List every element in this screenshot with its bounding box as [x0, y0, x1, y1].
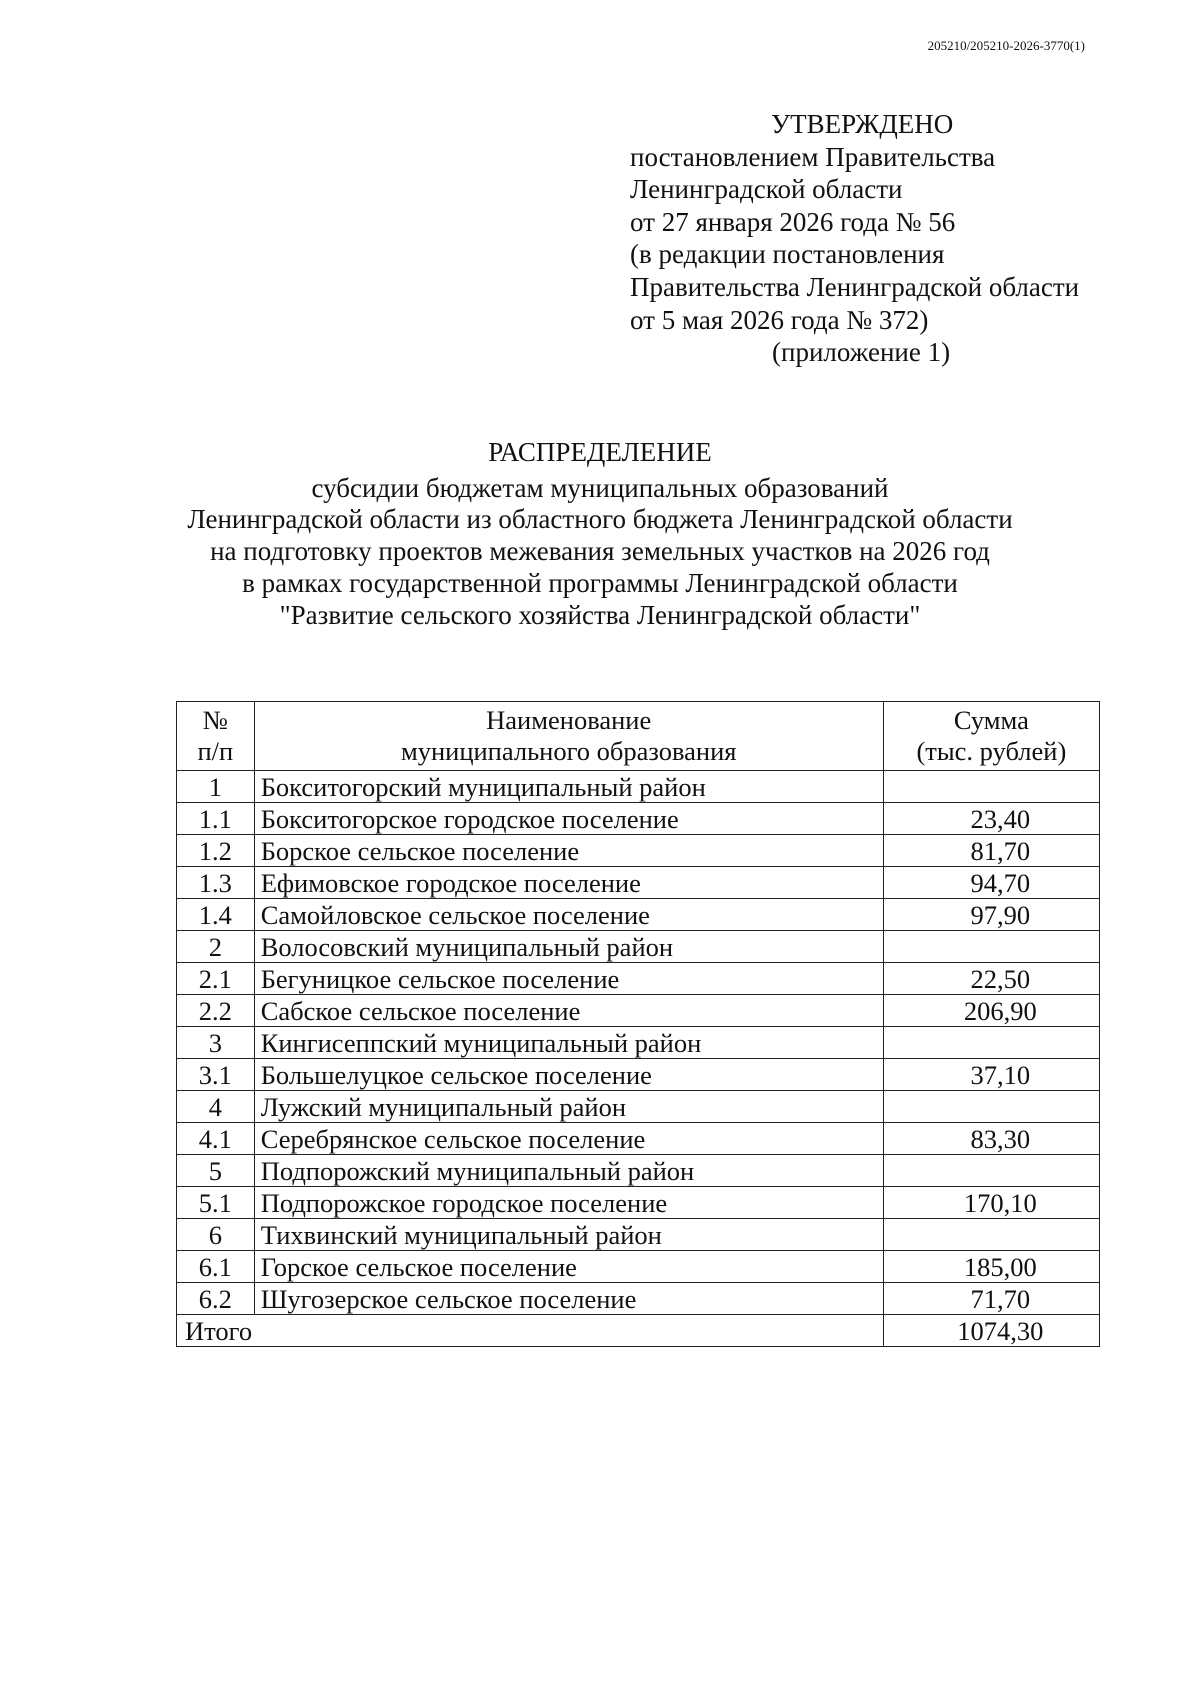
row-sum — [883, 1091, 1099, 1123]
row-name: Сабское сельское поселение — [254, 995, 883, 1027]
table-row — [177, 1251, 1100, 1283]
row-name: Подпорожский муниципальный район — [254, 1155, 883, 1187]
row-name: Тихвинский муниципальный район — [254, 1219, 883, 1251]
row-number: 4.1 — [177, 1123, 255, 1155]
row-name: Серебрянское сельское поселение — [254, 1123, 883, 1155]
title-line: на подготовку проектов межевания земельных участков на 2026 год — [210, 536, 990, 567]
title-line: субсидии бюджетам муниципальных образований — [311, 472, 889, 503]
row-name: Горское сельское поселение — [254, 1251, 883, 1283]
title-heading: РАСПРЕДЕЛЕНИЕ — [488, 437, 712, 467]
approval-line: постановлением Правительства — [630, 141, 996, 172]
table-row — [177, 995, 1100, 1027]
row-name: Лужский муниципальный район — [254, 1091, 883, 1123]
header-num — [177, 702, 255, 771]
approval-line: от 27 января 2026 года № 56 — [630, 206, 956, 237]
row-sum — [883, 1219, 1099, 1251]
approval-line: (в редакции постановления — [630, 239, 945, 270]
header-sum-line1: Сумма — [953, 705, 1029, 735]
table-row — [177, 1123, 1100, 1155]
row-number: 1.2 — [177, 835, 255, 867]
row-sum-value: 83,30 — [970, 1123, 1031, 1154]
document-number: 205210/205210-2026-3770(1) — [927, 38, 1085, 53]
row-sum-value: 23,40 — [970, 803, 1031, 834]
approval-appendix: (приложение 1) — [772, 337, 951, 368]
row-number: 6 — [177, 1219, 255, 1251]
row-sum-value: 22,50 — [970, 963, 1031, 994]
row-sum — [883, 803, 1099, 835]
row-sum — [883, 1155, 1099, 1187]
table-row — [177, 803, 1100, 835]
row-number: 3.1 — [177, 1059, 255, 1091]
row-number: 1.4 — [177, 899, 255, 931]
header-name — [254, 702, 883, 771]
row-sum — [883, 1283, 1099, 1315]
approval-line: Ленинградской области — [630, 174, 903, 205]
row-sum — [883, 963, 1099, 995]
approval-block — [630, 108, 1100, 369]
row-number: 3 — [177, 1027, 255, 1059]
table-row — [177, 771, 1100, 803]
row-number: 6.1 — [177, 1251, 255, 1283]
row-sum-value: 94,70 — [970, 867, 1031, 898]
row-number: 6.2 — [177, 1283, 255, 1315]
distribution-table — [176, 701, 1100, 1347]
table-row — [177, 1219, 1100, 1251]
table-row — [177, 1155, 1100, 1187]
header-sum — [883, 702, 1099, 771]
table-row — [177, 835, 1100, 867]
row-name: Самойловское сельское поселение — [254, 899, 883, 931]
total-sum — [883, 1315, 1099, 1347]
total-sum-value: 1074,30 — [957, 1315, 1044, 1346]
row-sum — [883, 771, 1099, 803]
row-sum — [883, 1251, 1099, 1283]
total-label: Итого — [177, 1315, 884, 1347]
title-line: "Развитие сельского хозяйства Ленинградской области" — [279, 599, 921, 630]
row-sum-value: 185,00 — [963, 1251, 1037, 1282]
row-number: 5 — [177, 1155, 255, 1187]
row-sum — [883, 1059, 1099, 1091]
row-name: Бегуницкое сельское поселение — [254, 963, 883, 995]
row-sum — [883, 899, 1099, 931]
header-num-line2: п/п — [197, 736, 234, 766]
row-number: 1.3 — [177, 867, 255, 899]
row-sum-value: 97,90 — [970, 899, 1031, 930]
table-row — [177, 963, 1100, 995]
title-line: Ленинградской области из областного бюджета Ленинградской области — [187, 504, 1013, 535]
document-title — [150, 437, 1050, 631]
approval-line: Правительства Ленинградской области — [630, 271, 1080, 302]
row-sum — [883, 1027, 1099, 1059]
table-header-row — [177, 702, 1100, 771]
row-name: Волосовский муниципальный район — [254, 931, 883, 963]
table-row — [177, 931, 1100, 963]
row-number: 2.1 — [177, 963, 255, 995]
row-sum-value: 206,90 — [963, 995, 1037, 1026]
row-sum-value: 37,10 — [970, 1059, 1031, 1090]
table-row — [177, 1027, 1100, 1059]
row-name: Борское сельское поселение — [254, 835, 883, 867]
row-sum — [883, 1187, 1099, 1219]
row-name: Шугозерское сельское поселение — [254, 1283, 883, 1315]
row-sum — [883, 995, 1099, 1027]
row-number: 5.1 — [177, 1187, 255, 1219]
row-name: Большелуцкое сельское поселение — [254, 1059, 883, 1091]
header-num-line1: № — [202, 705, 228, 735]
row-sum-value: 71,70 — [970, 1283, 1031, 1314]
header-name-line1: Наименование — [486, 705, 652, 735]
approval-heading: УТВЕРЖДЕНО — [771, 109, 954, 139]
table-row — [177, 1187, 1100, 1219]
row-number: 2.2 — [177, 995, 255, 1027]
row-number: 1 — [177, 771, 255, 803]
table-row — [177, 1091, 1100, 1123]
row-number: 4 — [177, 1091, 255, 1123]
row-name: Ефимовское городское поселение — [254, 867, 883, 899]
row-sum — [883, 931, 1099, 963]
row-name: Бокситогорский муниципальный район — [254, 771, 883, 803]
header-name-line2: муниципального образования — [400, 736, 737, 766]
row-sum — [883, 835, 1099, 867]
table-row — [177, 899, 1100, 931]
row-sum-value: 170,10 — [963, 1187, 1037, 1218]
row-name: Бокситогорское городское поселение — [254, 803, 883, 835]
row-name: Кингисеппский муниципальный район — [254, 1027, 883, 1059]
row-name: Подпорожское городское поселение — [254, 1187, 883, 1219]
table-body — [177, 771, 1100, 1315]
row-number: 1.1 — [177, 803, 255, 835]
table-row — [177, 1283, 1100, 1315]
header-sum-line2: (тыс. рублей) — [916, 736, 1067, 766]
row-sum — [883, 1123, 1099, 1155]
approval-line: от 5 мая 2026 года № 372) — [630, 304, 929, 335]
title-line: в рамках государственной программы Ленинградской области — [242, 567, 958, 598]
row-number: 2 — [177, 931, 255, 963]
table-row — [177, 867, 1100, 899]
row-sum-value: 81,70 — [970, 835, 1031, 866]
table-row — [177, 1059, 1100, 1091]
total-row — [177, 1315, 1100, 1347]
row-sum — [883, 867, 1099, 899]
